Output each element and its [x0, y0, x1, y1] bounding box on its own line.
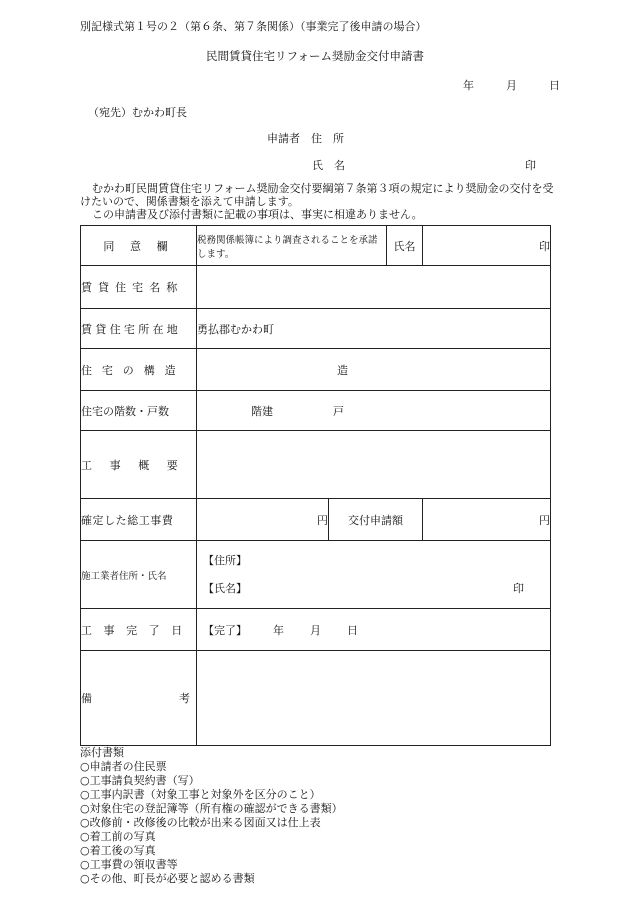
- application-table: [80, 225, 551, 746]
- contractor-row: [81, 541, 551, 609]
- remarks-label-2: 考: [179, 692, 190, 705]
- housing-name-field[interactable]: [197, 266, 551, 309]
- date-row: [463, 77, 560, 93]
- total-cost-yen: 円: [317, 513, 328, 527]
- consent-label: 同 意 欄: [81, 226, 197, 266]
- contractor-label: 施工業者住所・氏名: [81, 541, 197, 609]
- consent-seal: 印: [423, 226, 551, 266]
- declaration-line-2: この申請書及び添付書類に記載の事項は、事実に相違ありません。: [92, 208, 423, 221]
- attachments-heading: 添付書類: [80, 746, 124, 759]
- date-month: 月: [506, 79, 517, 92]
- attachment-item: ○工事内訳書（対象工事と対象外を区分のこと）: [80, 788, 321, 801]
- consent-name-label: 氏名: [387, 226, 423, 266]
- structure-row: [81, 349, 551, 391]
- remarks-row: [81, 651, 551, 746]
- cost-row: [81, 499, 551, 541]
- contractor-field[interactable]: [197, 541, 551, 609]
- completion-label: 工事完了日: [81, 609, 197, 651]
- applicant-seal: 印: [525, 159, 536, 172]
- housing-location-label: 賃貸住宅所在地: [81, 309, 197, 349]
- attachment-item: ○改修前・改修後の比較が出来る図面又は仕上表: [80, 816, 321, 829]
- remarks-field[interactable]: [197, 651, 551, 746]
- completion-year: 年: [273, 623, 284, 637]
- addressee: （宛先）むかわ町長: [88, 106, 187, 119]
- floors-unit: 階建: [251, 404, 273, 418]
- attachments-list: [80, 746, 343, 886]
- structure-field[interactable]: [197, 349, 551, 391]
- form-number: 別記様式第１号の２（第６条、第７条関係）（事業完了後申請の場合）: [80, 20, 427, 33]
- housing-location-row: [81, 309, 551, 349]
- attachment-item: ○工事費の領収書等: [80, 858, 178, 871]
- attachment-item: ○着工前の写真: [80, 830, 156, 843]
- document-title: 民間賃貸住宅リフォーム奨励金交付申請書: [206, 49, 424, 63]
- structure-unit: 造: [337, 363, 348, 377]
- applicant-address-label: 申請者 住 所: [267, 132, 344, 145]
- consent-text: 税務関係帳簿により調査されることを承諾します。: [197, 226, 387, 266]
- consent-row: [81, 226, 551, 266]
- date-day: 日: [549, 79, 560, 92]
- contractor-seal: 印: [513, 581, 524, 595]
- units-unit: 戸: [333, 404, 344, 418]
- floors-row: [81, 391, 551, 431]
- contractor-name-label: 【氏名】: [203, 581, 247, 595]
- work-summary-field[interactable]: [197, 431, 551, 499]
- floors-field[interactable]: [197, 391, 551, 431]
- remarks-label: [81, 651, 197, 746]
- grant-amount-label: 交付申請額: [329, 499, 423, 541]
- remarks-label-1: 備: [81, 692, 92, 705]
- attachment-item: ○対象住宅の登記簿等（所有権の確認ができる書類）: [80, 802, 343, 815]
- attachment-item: ○その他、町長が必要と認める書類: [80, 872, 255, 885]
- total-cost-label: 確定した総工事費: [81, 499, 197, 541]
- grant-amount-field[interactable]: [423, 499, 551, 541]
- work-summary-label: 工事概要: [81, 431, 197, 499]
- date-year: 年: [463, 79, 474, 92]
- floors-label: 住宅の階数・戸数: [81, 391, 197, 431]
- attachment-item: ○工事請負契約書（写）: [80, 774, 200, 787]
- completion-day: 日: [347, 623, 358, 637]
- completion-field[interactable]: [197, 609, 551, 651]
- housing-name-row: [81, 266, 551, 309]
- attachment-item: ○着工後の写真: [80, 844, 156, 857]
- housing-location-field[interactable]: 勇払郡むかわ町: [197, 309, 551, 349]
- declaration-line-1: むかわ町民間賃貸住宅リフォーム奨励金交付要綱第７条第３項の規定により奨励金の交付を受けたいので、関係書類を添えて申請します。: [80, 182, 554, 208]
- declaration-text: [80, 182, 560, 221]
- completion-month: 月: [310, 623, 321, 637]
- total-cost-field[interactable]: [197, 499, 329, 541]
- attachment-item: ○申請者の住民票: [80, 760, 167, 773]
- work-summary-row: [81, 431, 551, 499]
- completion-row: [81, 609, 551, 651]
- structure-label: 住宅の構造: [81, 349, 197, 391]
- completion-prefix: 【完了】: [203, 623, 247, 637]
- applicant-name-label: 氏 名: [312, 159, 345, 172]
- housing-name-label: 賃貸住宅名称: [81, 266, 197, 309]
- grant-amount-yen: 円: [539, 513, 550, 527]
- contractor-name-line: [203, 575, 550, 603]
- contractor-address-label: 【住所】: [203, 553, 247, 567]
